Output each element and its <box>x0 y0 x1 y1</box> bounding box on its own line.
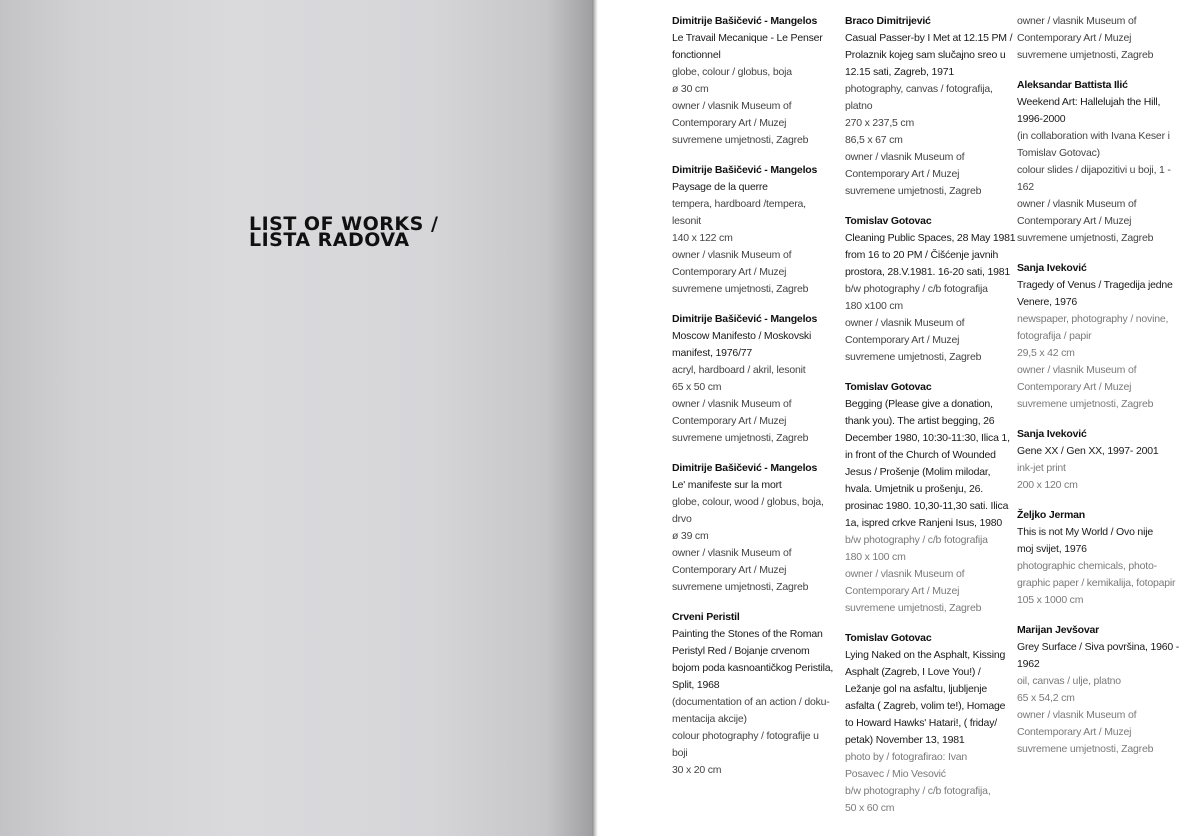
work-detail-line: Contemporary Art / Muzej <box>672 564 787 576</box>
work-entry <box>672 13 832 149</box>
artist-name: Tomislav Gotovac <box>845 215 932 227</box>
work-detail-line: photography, canvas / fotografija, <box>845 83 993 95</box>
work-detail-line: owner / vlasnik Museum of <box>1017 15 1137 27</box>
work-entry <box>1017 77 1177 247</box>
work-entry <box>845 379 1010 617</box>
work-detail-line: 105 x 1000 cm <box>1017 594 1084 606</box>
work-entry <box>672 162 832 298</box>
artist-name: Dimitrije Bašičević - Mangelos <box>672 15 818 27</box>
work-detail-line: Contemporary Art / Muzej <box>1017 215 1132 227</box>
work-detail-line: Contemporary Art / Muzej <box>845 585 960 597</box>
artist-name: Dimitrije Bašičević - Mangelos <box>672 462 818 474</box>
work-detail-line: owner / vlasnik Museum of <box>672 547 792 559</box>
works-column-2 <box>845 13 1016 830</box>
work-detail-line: (documentation of an action / doku- <box>672 696 830 708</box>
work-detail-line: suvremene umjetnosti, Zagreb <box>1017 49 1154 61</box>
work-detail-line: 162 <box>1017 181 1034 193</box>
work-entry <box>845 13 1013 200</box>
work-detail-line: owner / vlasnik Museum of <box>845 151 965 163</box>
work-detail-line: suvremene umjetnosti, Zagreb <box>1017 743 1154 755</box>
work-detail-line: ø 39 cm <box>672 530 709 542</box>
work-detail-line: 50 x 60 cm <box>845 802 895 814</box>
heading-line-1: LIST OF WORKS / <box>249 213 439 235</box>
work-detail-line: tempera, hardboard /tempera, <box>672 198 806 210</box>
work-detail-line: b/w photography / c/b fotografija <box>845 283 988 295</box>
work-detail-line: owner / vlasnik Museum of <box>845 317 965 329</box>
work-detail-line: mentacija akcije) <box>672 713 747 725</box>
work-detail-line: colour slides / dijapozitivi u boji, 1 - <box>1017 164 1171 176</box>
artist-name: Tomislav Gotovac <box>845 632 932 644</box>
artist-name: Željko Jerman <box>1017 509 1086 521</box>
work-detail-line: suvremene umjetnosti, Zagreb <box>672 432 809 444</box>
work-entry <box>672 609 832 779</box>
work-detail-line: 65 x 54,2 cm <box>1017 692 1075 704</box>
work-title-line: hvala. Umjetnik u prošenju, 26. <box>845 483 983 495</box>
artist-name: Marijan Jevšovar <box>1017 624 1100 636</box>
work-detail-line: suvremene umjetnosti, Zagreb <box>1017 232 1154 244</box>
work-title-line: Moscow Manifesto / Moskovski <box>672 330 812 342</box>
work-title-line: thank you). The artist begging, 26 <box>845 415 995 427</box>
work-detail-line: suvremene umjetnosti, Zagreb <box>672 283 809 295</box>
work-detail-line: 29,5 x 42 cm <box>1017 347 1075 359</box>
work-detail-line: owner / vlasnik Museum of <box>1017 709 1137 721</box>
work-entry <box>845 213 1016 366</box>
work-title-line: Paysage de la querre <box>672 181 768 193</box>
work-detail-line: 140 x 122 cm <box>672 232 733 244</box>
work-title-line: fonctionnel <box>672 49 721 61</box>
work-detail-line: suvremene umjetnosti, Zagreb <box>845 351 982 363</box>
work-detail-line: Posavec / Mio Vesović <box>845 768 946 780</box>
work-title-line: asfalta ( Zagreb, volim te!), Homage <box>845 700 1006 712</box>
work-entry <box>672 311 832 447</box>
work-detail-line: Contemporary Art / Muzej <box>1017 381 1132 393</box>
work-title-line: Gene XX / Gen XX, 1997- 2001 <box>1017 445 1159 457</box>
work-title-line: Ležanje gol na asfaltu, ljubljenje <box>845 683 988 695</box>
work-detail-line: boji <box>672 747 688 759</box>
work-title-line: Cleaning Public Spaces, 28 May 1981 <box>845 232 1016 244</box>
work-detail-line: newspaper, photography / novine, <box>1017 313 1169 325</box>
works-column-1 <box>672 13 832 792</box>
work-title-line: 1a, ispred crkve Ranjeni Isus, 1980 <box>845 517 1003 529</box>
heading-line-2: LISTA RADOVA <box>249 229 410 251</box>
work-detail-line: suvremene umjetnosti, Zagreb <box>672 134 809 146</box>
work-detail-line: ø 30 cm <box>672 83 709 95</box>
work-detail-line: owner / vlasnik Museum of <box>1017 198 1137 210</box>
artist-name: Dimitrije Bašičević - Mangelos <box>672 164 818 176</box>
work-title-line: Grey Surface / Siva površina, 1960 - <box>1017 641 1180 653</box>
work-title-line: manifest, 1976/77 <box>672 347 753 359</box>
work-detail-line: ink-jet print <box>1017 462 1066 474</box>
work-detail-line: platno <box>845 100 873 112</box>
work-title-line: prosinac 1980. 10,30-11,30 sati. Ilica <box>845 500 1009 512</box>
artist-name: Crveni Peristil <box>672 611 740 623</box>
work-entry <box>1017 426 1177 494</box>
work-detail-line: owner / vlasnik Museum of <box>672 100 792 112</box>
work-detail-line: globe, colour / globus, boja <box>672 66 792 78</box>
work-detail-line: 65 x 50 cm <box>672 381 722 393</box>
work-detail-line: fotografija / papir <box>1017 330 1092 342</box>
work-title-line: Prolaznik kojeg sam slučajno sreo u <box>845 49 1006 61</box>
work-detail-line: b/w photography / c/b fotografija, <box>845 785 991 797</box>
work-detail-line: Contemporary Art / Muzej <box>672 117 787 129</box>
work-title-line: Casual Passer-by I Met at 12.15 PM / <box>845 32 1013 44</box>
work-detail-line: acryl, hardboard / akril, lesonit <box>672 364 806 376</box>
work-detail-line: 86,5 x 67 cm <box>845 134 903 146</box>
work-entry <box>672 460 832 596</box>
work-detail-line: globe, colour, wood / globus, boja, <box>672 496 824 508</box>
work-title-line: Split, 1968 <box>672 679 720 691</box>
work-entry <box>1017 507 1177 609</box>
work-title-line: moj svijet, 1976 <box>1017 543 1087 555</box>
work-detail-line: oil, canvas / ulje, platno <box>1017 675 1121 687</box>
work-entry <box>1017 622 1180 758</box>
work-detail-line: (in collaboration with Ivana Keser i <box>1017 130 1170 142</box>
work-detail-line: Contemporary Art / Muzej <box>672 266 787 278</box>
work-detail-line: owner / vlasnik Museum of <box>672 398 792 410</box>
work-detail-line: 200 x 120 cm <box>1017 479 1078 491</box>
work-title-line: Weekend Art: Hallelujah the Hill, <box>1017 96 1161 108</box>
work-title-line: bojom poda kasnoantičkog Peristila, <box>672 662 834 674</box>
work-detail-line: Contemporary Art / Muzej <box>845 168 960 180</box>
work-title-line: Tragedy of Venus / Tragedija jedne <box>1017 279 1173 291</box>
artist-name: Tomislav Gotovac <box>845 381 932 393</box>
page-heading <box>249 213 439 251</box>
work-title-line: December 1980, 10:30-11:30, Ilica 1, <box>845 432 1010 444</box>
work-detail-line: Contemporary Art / Muzej <box>672 415 787 427</box>
works-column-3 <box>1017 13 1180 771</box>
work-title-line: Lying Naked on the Asphalt, Kissing <box>845 649 1006 661</box>
work-title-line: in front of the Church of Wounded <box>845 449 996 461</box>
work-title-line: 1996-2000 <box>1017 113 1066 125</box>
work-title-line: prostora, 28.V.1981. 16-20 sati, 1981 <box>845 266 1011 278</box>
work-detail-line: Contemporary Art / Muzej <box>845 334 960 346</box>
work-detail-line: owner / vlasnik Museum of <box>1017 364 1137 376</box>
artist-name: Braco Dimitrijević <box>845 15 931 27</box>
work-detail-line: 180 x100 cm <box>845 300 903 312</box>
work-title-line: Le Travail Mecanique - Le Penser <box>672 32 823 44</box>
work-detail-line: Contemporary Art / Muzej <box>1017 32 1132 44</box>
work-title-line: to Howard Hawks' Hatari!, ( friday/ <box>845 717 997 729</box>
work-detail-line: suvremene umjetnosti, Zagreb <box>845 602 982 614</box>
work-detail-line: 30 x 20 cm <box>672 764 722 776</box>
work-detail-line: Contemporary Art / Muzej <box>1017 726 1132 738</box>
work-detail-line: Tomislav Gotovac) <box>1017 147 1100 159</box>
work-title-line: Jesus / Prošenje (Molim milodar, <box>845 466 991 478</box>
work-detail-line: owner / vlasnik Museum of <box>672 249 792 261</box>
work-title-line: Peristyl Red / Bojanje crvenom <box>672 645 810 657</box>
work-title-line: from 16 to 20 PM / Čišćenje javnih <box>845 249 999 261</box>
book-gutter <box>592 0 598 836</box>
work-entry <box>845 630 1005 817</box>
artist-name: Sanja Iveković <box>1017 428 1087 440</box>
work-detail-line: photographic chemicals, photo- <box>1017 560 1157 572</box>
work-detail-line: lesonit <box>672 215 701 227</box>
work-detail-line: 180 x 100 cm <box>845 551 906 563</box>
left-page <box>0 0 594 836</box>
work-detail-line: owner / vlasnik Museum of <box>845 568 965 580</box>
work-title-line: Begging (Please give a donation, <box>845 398 993 410</box>
work-title-line: Venere, 1976 <box>1017 296 1078 308</box>
work-detail-line: photo by / fotografirao: Ivan <box>845 751 968 763</box>
work-detail-line: suvremene umjetnosti, Zagreb <box>845 185 982 197</box>
work-detail-line: suvremene umjetnosti, Zagreb <box>1017 398 1154 410</box>
work-detail-line: b/w photography / c/b fotografija <box>845 534 988 546</box>
work-title-line: This is not My World / Ovo nije <box>1017 526 1153 538</box>
artist-name: Aleksandar Battista Ilić <box>1017 79 1128 91</box>
work-title-line: Le' manifeste sur la mort <box>672 479 782 491</box>
artist-name: Dimitrije Bašičević - Mangelos <box>672 313 818 325</box>
work-detail-line: graphic paper / kemikalija, fotopapir <box>1017 577 1176 589</box>
work-detail-line: suvremene umjetnosti, Zagreb <box>672 581 809 593</box>
work-entry <box>1017 13 1177 64</box>
work-detail-line: colour photography / fotografije u <box>672 730 819 742</box>
artist-name: Sanja Iveković <box>1017 262 1087 274</box>
work-title-line: 1962 <box>1017 658 1040 670</box>
work-title-line: petak) November 13, 1981 <box>845 734 965 746</box>
work-title-line: Asphalt (Zagreb, I Love You!) / <box>845 666 981 678</box>
work-title-line: Painting the Stones of the Roman <box>672 628 823 640</box>
work-detail-line: drvo <box>672 513 692 525</box>
work-detail-line: 270 x 237,5 cm <box>845 117 914 129</box>
work-title-line: 12.15 sati, Zagreb, 1971 <box>845 66 955 78</box>
work-entry <box>1017 260 1177 413</box>
